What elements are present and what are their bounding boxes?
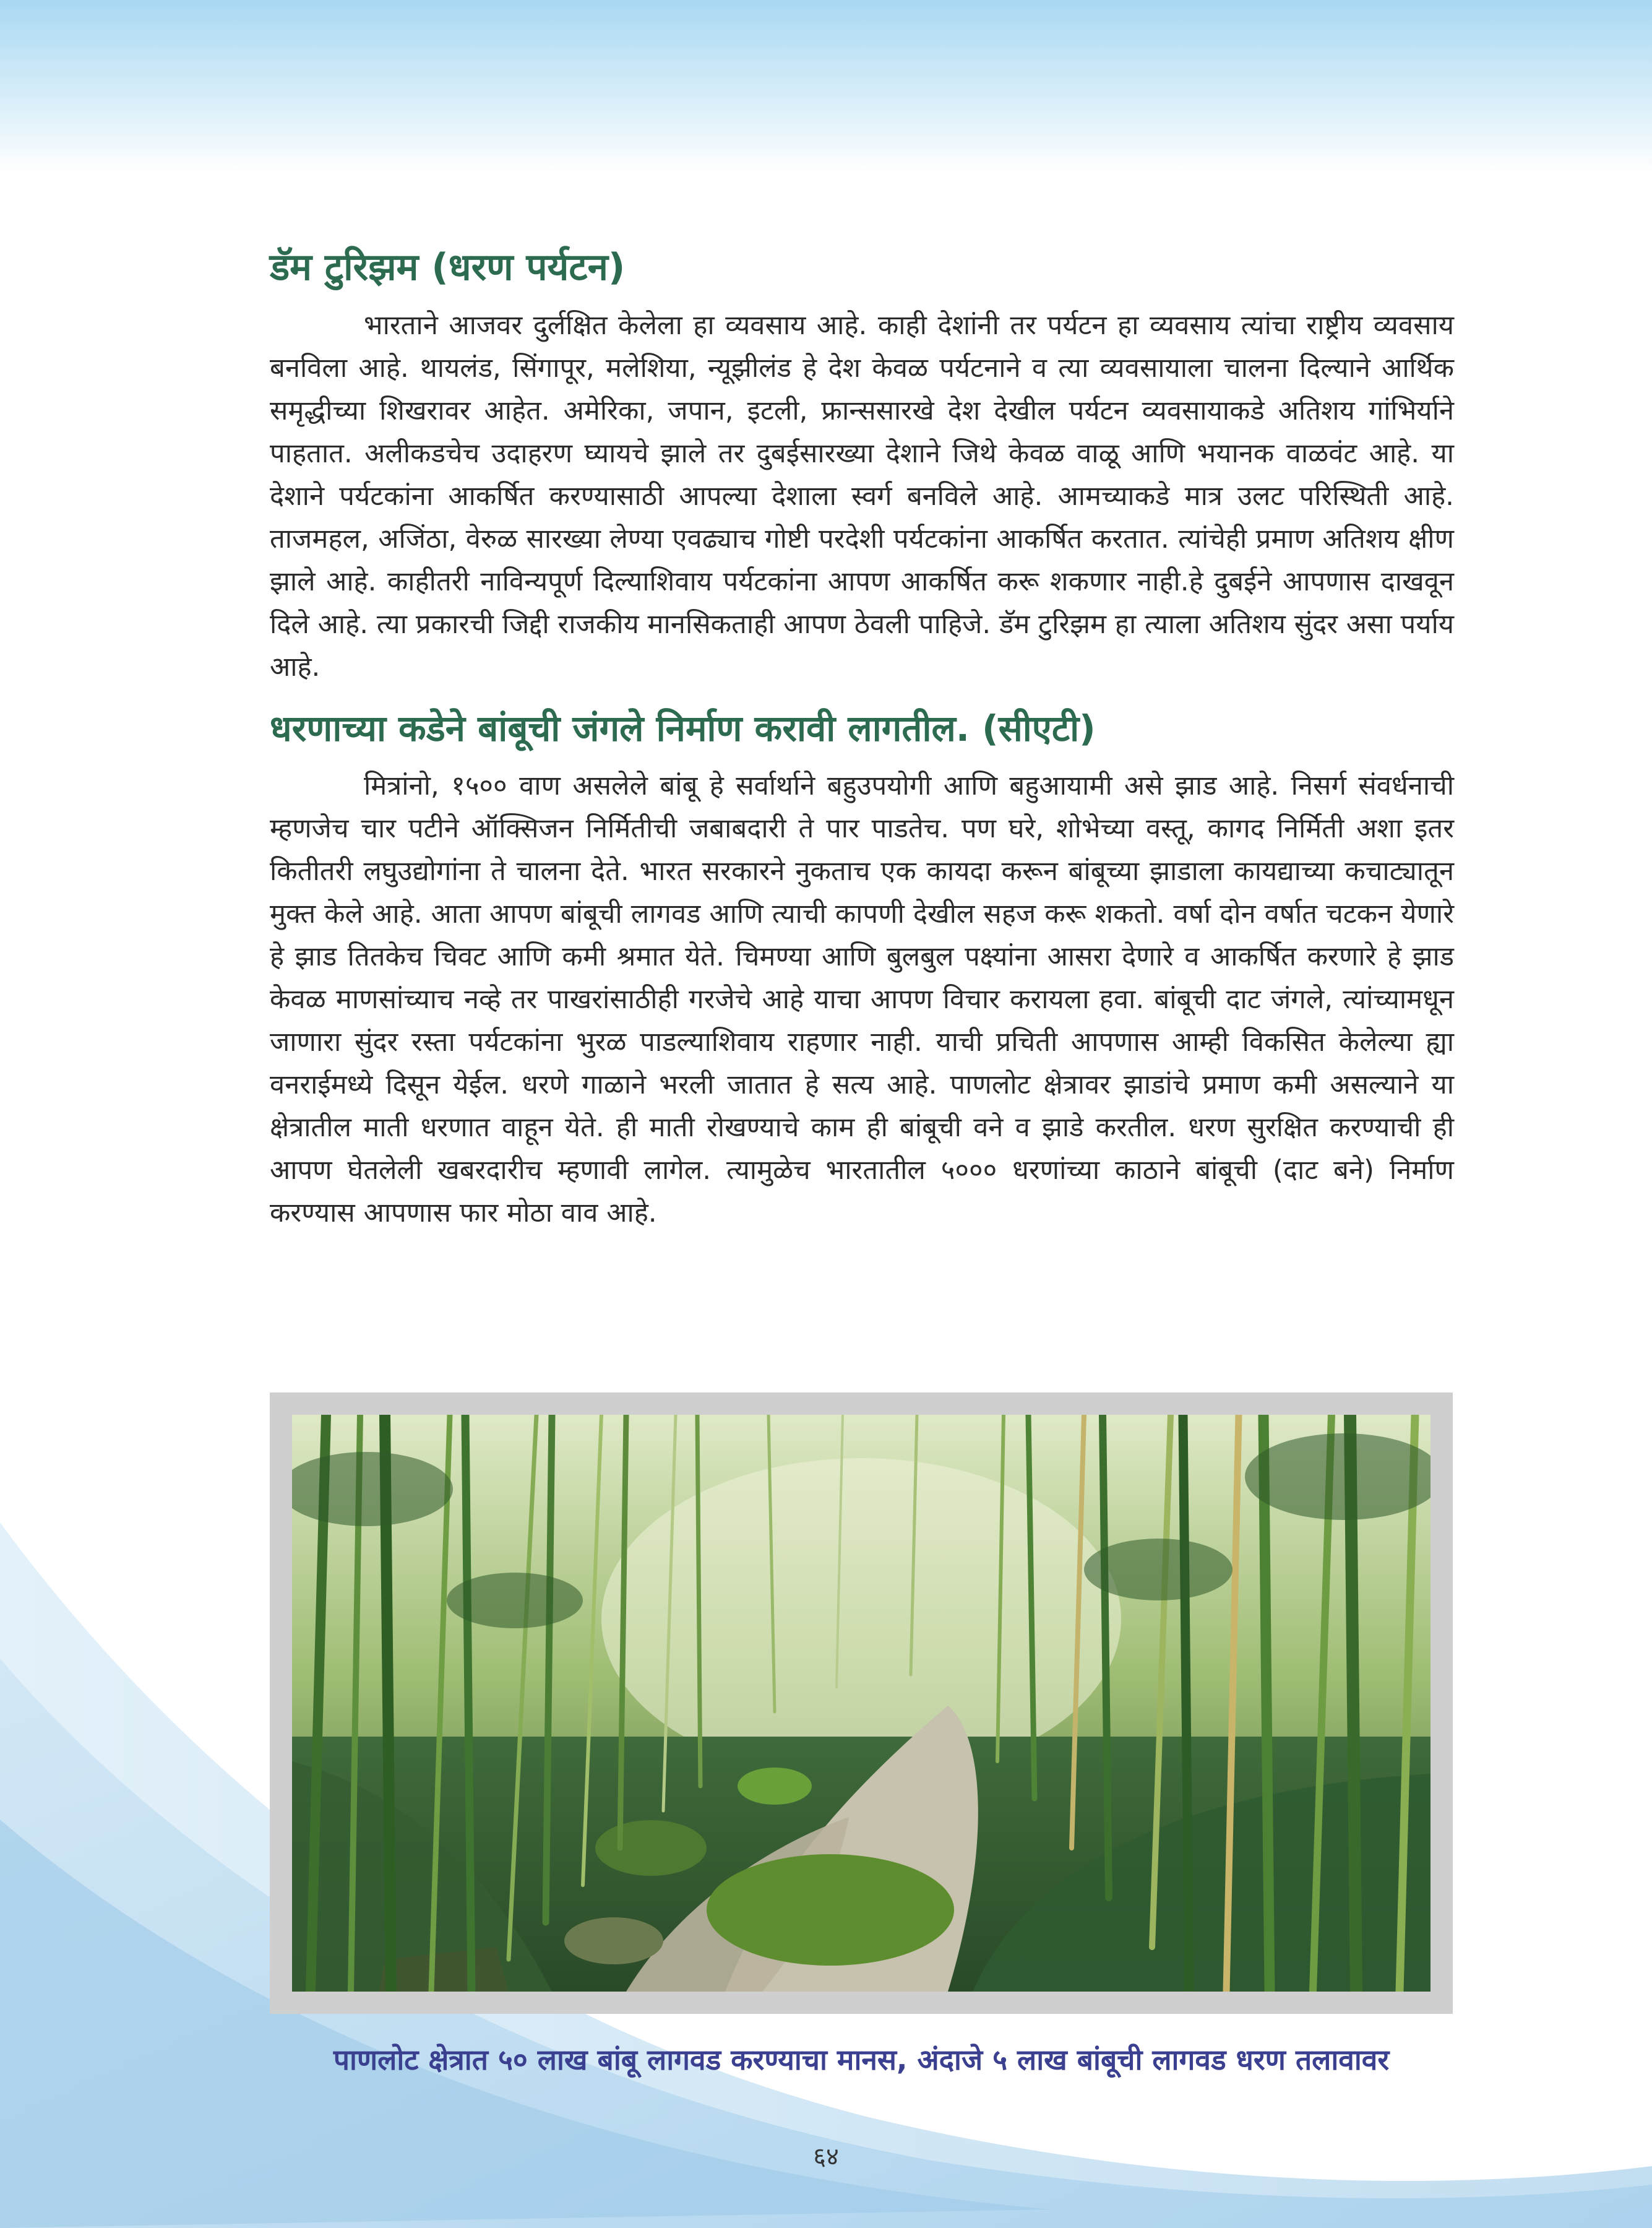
page-number: ६४ [813, 2143, 839, 2171]
top-gradient-band [0, 0, 1652, 173]
figure-caption: पाणलोट क्षेत्रात ५० लाख बांबू लागवड करण्याचा मानस, अंदाजे ५ लाख बांबूची लागवड धरण तलावावर [333, 2043, 1390, 2076]
heading-bamboo-forests: धरणाच्या कडेने बांबूची जंगले निर्माण करावी लागतील. (सीएटी) [270, 707, 1096, 749]
paragraph-dam-tourism: भारताने आजवर दुर्लक्षित केलेला हा व्यवसाय आहे. काही देशांनी तर पर्यटन हा व्यवसाय त्यांचा राष्ट्रीय व्यवसाय बनविला आहे. थायलंड, सिंगापूर, मलेशिया, न्यूझीलंड हे देश केवळ पर्यटनाने व त्या व्यवसायाला चालना दिल्याने आर्थिक समृद्धीच्या शिखरावर आहेत. अमेरिका, जपान, इटली, फ्रान्ससारखे देश देखील पर्यटन व्यवसायाकडे अतिशय गांभिर्याने पाहतात. अलीकडचेच उदाहरण घ्यायचे झाले तर दुबईसारख्या देशाने जिथे केवळ वाळू आणि भयानक वाळवंट आहे. या देशाने पर्यटकांना आकर्षित करण्यासाठी आपल्या देशाला स्वर्ग बनविले आहे. आमच्याकडे मात्र उलट परिस्थिती आहे. ताजमहल, अजिंठा, वेरुळ सारख्या लेण्या एवढ्याच गोष्टी परदेशी पर्यटकांना आकर्षित करतात. त्यांचेही प्रमाण अतिशय क्षीण झाले आहे. काहीतरी नाविन्यपूर्ण दिल्याशिवाय पर्यटकांना आपण आकर्षित करू शकणार नाही.हे दुबईने आपणास दाखवून दिले आहे. त्या प्रकारची जिद्दी राजकीय मानसिकताही आपण ठेवली पाहिजे. डॅम टुरिझम हा त्याला अतिशय सुंदर असा पर्याय आहे. [270, 310, 1454, 683]
photo-frame [270, 1392, 1453, 2014]
heading-dam-tourism: डॅम टुरिझम (धरण पर्यटन) [270, 246, 626, 289]
article-content [270, 244, 1454, 1235]
bamboo-forest-photo [292, 1415, 1430, 1992]
paragraph-bamboo-forests: मित्रांनो, १५०० वाण असलेले बांबू हे सर्वार्थाने बहुउपयोगी आणि बहुआयामी असे झाड आहे. निसर्ग संवर्धनाची म्हणजेच चार पटीने ऑक्सिजन निर्मितीची जबाबदारी ते पार पाडतेच. पण घरे, शोभेच्या वस्तू, कागद निर्मिती अशा इतर कितीतरी लघुउद्योगांना ते चालना देते. भारत सरकारने नुकताच एक कायदा करून बांबूच्या झाडाला कायद्याच्या कचाट्यातून मुक्त केले आहे. आता आपण बांबूची लागवड आणि त्याची कापणी देखील सहज करू शकतो. वर्षा दोन वर्षात चटकन येणारे हे झाड तितकेच चिवट आणि कमी श्रमात येते. चिमण्या आणि बुलबुल पक्ष्यांना आसरा देणारे व आकर्षित करणारे हे झाड केवळ माणसांच्याच नव्हे तर पाखरांसाठीही गरजेचे आहे याचा आपण विचार करायला हवा. बांबूची दाट जंगले, त्यांच्यामधून जाणारा सुंदर रस्ता पर्यटकांना भुरळ पाडल्याशिवाय राहणार नाही. याची प्रचिती आपणास आम्ही विकसित केलेल्या ह्या वनराईमध्ये दिसून येईल. धरणे गाळाने भरली जातात हे सत्य आहे. पाणलोट क्षेत्रावर झाडांचे प्रमाण कमी असल्याने या क्षेत्रातील माती धरणात वाहून येते. ही माती रोखण्याचे काम ही बांबूची वने व झाडे करतील. धरण सुरक्षित करण्याची ही आपण घेतलेली खबरदारीच म्हणावी लागेल. त्यामुळेच भारतातील ५००० धरणांच्या काठाने बांबूची (दाट बने) निर्माण करण्यास आपणास फार मोठा वाव आहे. [270, 770, 1454, 1228]
